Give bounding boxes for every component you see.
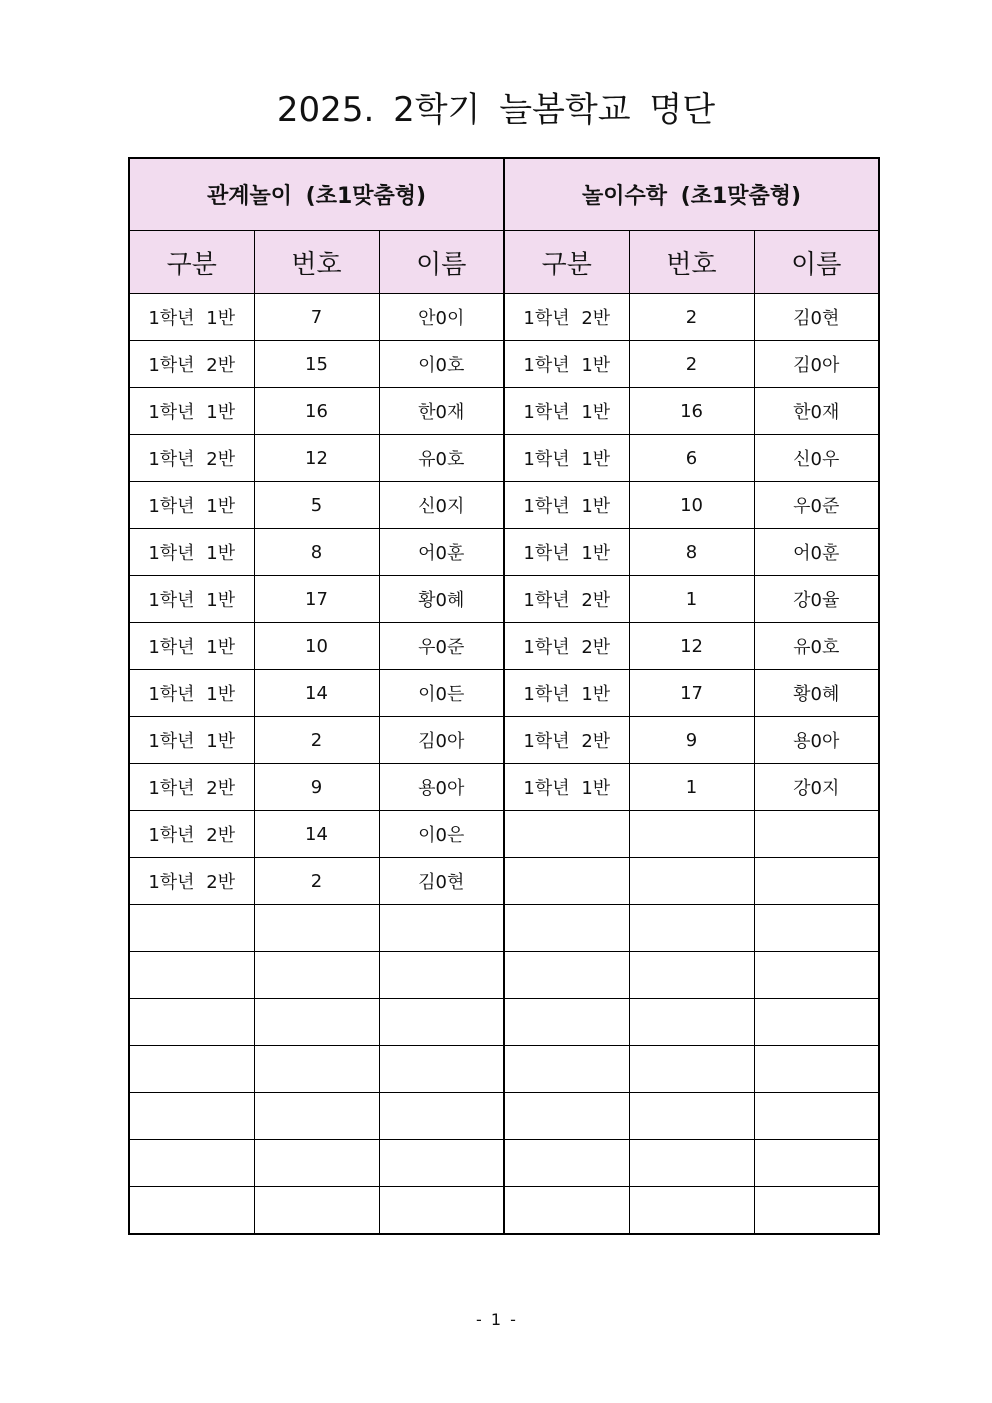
table-row: [129, 1140, 879, 1187]
roster-body: [129, 294, 879, 1235]
cell-name: 유0호: [754, 623, 879, 670]
column-header-row: [129, 231, 879, 294]
cell-number: 12: [254, 435, 379, 482]
table-row: [129, 999, 879, 1046]
cell-class: 1학년 2반: [129, 341, 254, 388]
cell-name: [754, 1140, 879, 1187]
cell-number: [254, 952, 379, 999]
cell-number: [629, 1187, 754, 1235]
cell-class: 1학년 2반: [504, 623, 629, 670]
table-row: [129, 623, 879, 670]
cell-name: [754, 999, 879, 1046]
cell-name: [754, 811, 879, 858]
cell-name: 한0재: [754, 388, 879, 435]
cell-class: 1학년 2반: [504, 576, 629, 623]
cell-name: [379, 905, 504, 952]
cell-number: 2: [254, 717, 379, 764]
cell-number: [629, 999, 754, 1046]
cell-class: [504, 905, 629, 952]
cell-name: 이0호: [379, 341, 504, 388]
table-row: [129, 529, 879, 576]
cell-class: 1학년 1반: [129, 670, 254, 717]
cell-class: [504, 1046, 629, 1093]
cell-name: [754, 858, 879, 905]
cell-name: 황0혜: [754, 670, 879, 717]
cell-number: 9: [254, 764, 379, 811]
page-number: - 1 -: [476, 1310, 516, 1329]
cell-name: 신0지: [379, 482, 504, 529]
cell-class: 1학년 1반: [504, 764, 629, 811]
cell-number: 17: [254, 576, 379, 623]
cell-number: 17: [629, 670, 754, 717]
cell-class: [129, 1187, 254, 1235]
cell-number: [254, 905, 379, 952]
table-row: [129, 905, 879, 952]
cell-name: 한0재: [379, 388, 504, 435]
cell-class: 1학년 1반: [504, 435, 629, 482]
roster-table: [128, 157, 880, 1235]
cell-class: [129, 952, 254, 999]
cell-class: [129, 905, 254, 952]
cell-name: 김0현: [754, 294, 879, 341]
column-header-class: 구분: [129, 231, 254, 294]
cell-number: [254, 1046, 379, 1093]
cell-number: 8: [629, 529, 754, 576]
cell-name: 김0아: [754, 341, 879, 388]
cell-name: 우0준: [379, 623, 504, 670]
cell-class: 1학년 1반: [129, 294, 254, 341]
cell-number: 6: [629, 435, 754, 482]
cell-class: 1학년 1반: [504, 529, 629, 576]
cell-name: 안0이: [379, 294, 504, 341]
cell-name: 김0현: [379, 858, 504, 905]
column-header-number: 번호: [629, 231, 754, 294]
group-header-row: [129, 158, 879, 231]
cell-class: [504, 1140, 629, 1187]
cell-name: 강0율: [754, 576, 879, 623]
cell-name: 신0우: [754, 435, 879, 482]
cell-number: 10: [254, 623, 379, 670]
table-row: [129, 670, 879, 717]
cell-number: 2: [629, 294, 754, 341]
cell-number: [254, 1093, 379, 1140]
cell-name: [754, 905, 879, 952]
cell-name: 우0준: [754, 482, 879, 529]
table-row: [129, 1046, 879, 1093]
cell-class: [129, 999, 254, 1046]
table-row: [129, 811, 879, 858]
cell-class: [504, 858, 629, 905]
cell-number: 2: [629, 341, 754, 388]
cell-class: [129, 1140, 254, 1187]
cell-number: 12: [629, 623, 754, 670]
cell-number: [254, 999, 379, 1046]
cell-class: 1학년 1반: [129, 576, 254, 623]
cell-number: [629, 858, 754, 905]
cell-name: [754, 952, 879, 999]
cell-class: [504, 811, 629, 858]
cell-name: 어0훈: [379, 529, 504, 576]
cell-number: 2: [254, 858, 379, 905]
cell-name: 이0든: [379, 670, 504, 717]
cell-number: [629, 1140, 754, 1187]
cell-name: 용0아: [754, 717, 879, 764]
cell-name: [379, 1093, 504, 1140]
cell-number: 16: [629, 388, 754, 435]
cell-class: 1학년 2반: [129, 811, 254, 858]
cell-class: [504, 999, 629, 1046]
cell-name: 유0호: [379, 435, 504, 482]
cell-class: 1학년 2반: [504, 717, 629, 764]
cell-class: [504, 1187, 629, 1235]
cell-number: 1: [629, 764, 754, 811]
column-header-class: 구분: [504, 231, 629, 294]
column-header-number: 번호: [254, 231, 379, 294]
cell-name: [379, 1046, 504, 1093]
cell-class: 1학년 1반: [504, 341, 629, 388]
cell-class: 1학년 1반: [504, 670, 629, 717]
cell-number: [254, 1140, 379, 1187]
cell-number: 15: [254, 341, 379, 388]
cell-class: 1학년 1반: [129, 717, 254, 764]
cell-number: [629, 905, 754, 952]
cell-name: [379, 1187, 504, 1235]
cell-number: 1: [629, 576, 754, 623]
table-row: [129, 482, 879, 529]
table-row: [129, 388, 879, 435]
cell-class: [504, 1093, 629, 1140]
cell-class: 1학년 1반: [504, 482, 629, 529]
cell-number: [629, 952, 754, 999]
cell-number: 10: [629, 482, 754, 529]
cell-number: 7: [254, 294, 379, 341]
cell-class: 1학년 1반: [504, 388, 629, 435]
table-row: [129, 435, 879, 482]
cell-number: 8: [254, 529, 379, 576]
cell-class: [504, 952, 629, 999]
cell-class: 1학년 1반: [129, 529, 254, 576]
cell-class: 1학년 1반: [129, 482, 254, 529]
table-row: [129, 1187, 879, 1235]
cell-number: 14: [254, 670, 379, 717]
cell-number: [254, 1187, 379, 1235]
table-row: [129, 1093, 879, 1140]
page-title: 2025. 2학기 늘봄학교 명단: [276, 90, 716, 130]
cell-class: [129, 1046, 254, 1093]
cell-name: [379, 952, 504, 999]
table-row: [129, 341, 879, 388]
cell-name: [754, 1187, 879, 1235]
column-header-name: 이름: [379, 231, 504, 294]
cell-name: 용0아: [379, 764, 504, 811]
column-header-name: 이름: [754, 231, 879, 294]
cell-number: 16: [254, 388, 379, 435]
table-row: [129, 717, 879, 764]
cell-name: [754, 1093, 879, 1140]
table-row: [129, 858, 879, 905]
cell-number: 5: [254, 482, 379, 529]
table-row: [129, 764, 879, 811]
cell-name: 이0은: [379, 811, 504, 858]
cell-number: 14: [254, 811, 379, 858]
cell-name: 김0아: [379, 717, 504, 764]
cell-name: 어0훈: [754, 529, 879, 576]
cell-name: [754, 1046, 879, 1093]
cell-class: [129, 1093, 254, 1140]
cell-name: 황0혜: [379, 576, 504, 623]
cell-class: 1학년 1반: [129, 388, 254, 435]
cell-class: 1학년 2반: [129, 764, 254, 811]
table-row: [129, 952, 879, 999]
table-row: [129, 294, 879, 341]
cell-name: [379, 999, 504, 1046]
group-title-left: 관계놀이 (초1맞춤형): [129, 158, 504, 231]
group-title-right: 놀이수학 (초1맞춤형): [504, 158, 879, 231]
cell-number: [629, 1046, 754, 1093]
cell-number: 9: [629, 717, 754, 764]
cell-number: [629, 811, 754, 858]
cell-class: 1학년 2반: [129, 435, 254, 482]
cell-class: 1학년 1반: [129, 623, 254, 670]
cell-name: [379, 1140, 504, 1187]
cell-name: 강0지: [754, 764, 879, 811]
cell-number: [629, 1093, 754, 1140]
cell-class: 1학년 2반: [129, 858, 254, 905]
table-row: [129, 576, 879, 623]
cell-class: 1학년 2반: [504, 294, 629, 341]
